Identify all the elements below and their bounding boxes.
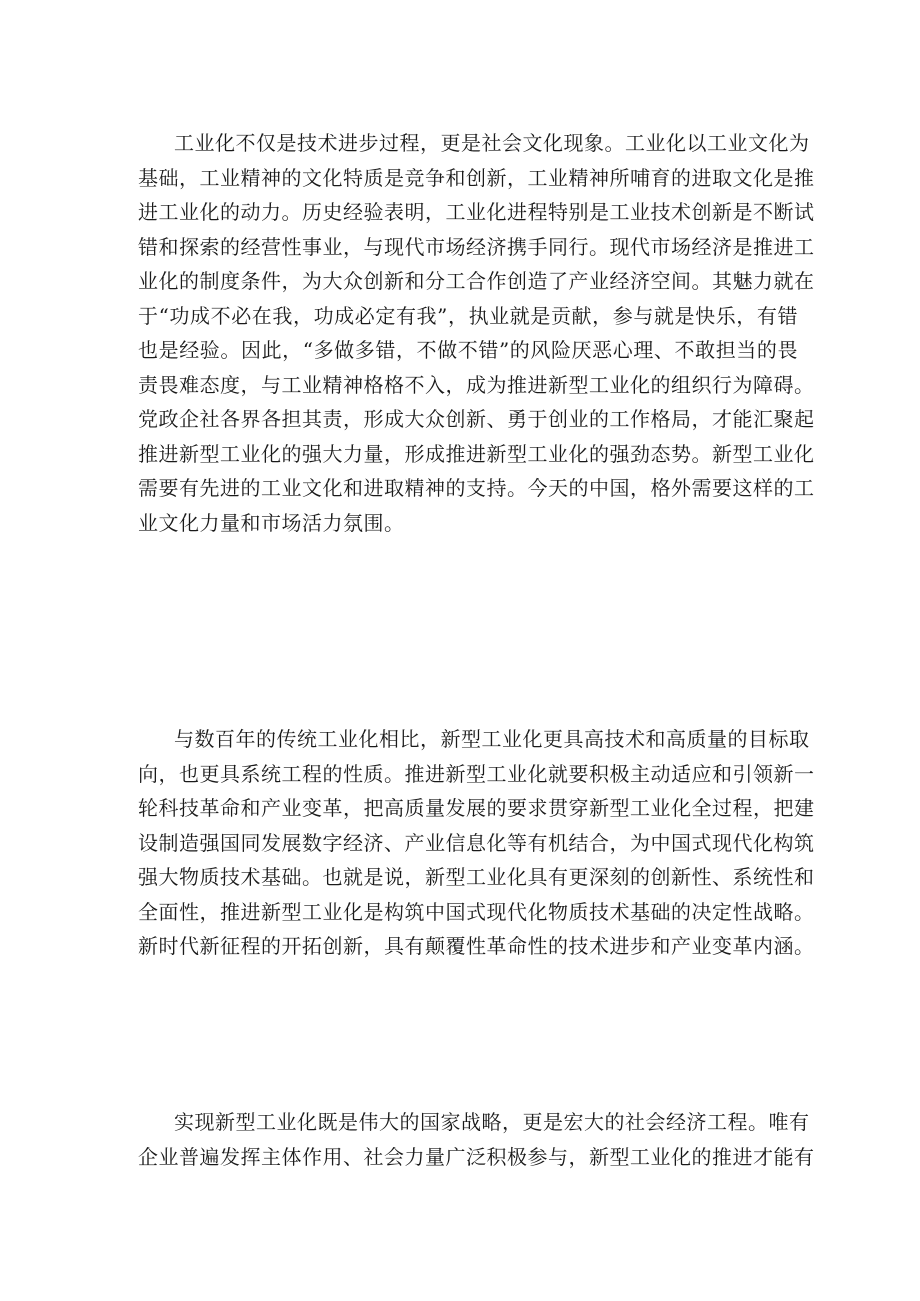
paragraph-line: 企业普遍发挥主体作用、社会力量广泛积极参与，新型工业化的推进才能有 (138, 1144, 815, 1169)
paragraph-line: 推进新型工业化的强大力量，形成推进新型工业化的强劲态势。新型工业化 (138, 441, 815, 466)
paragraph-line: 责畏难态度，与工业精神格格不入，成为推进新型工业化的组织行为障碍。 (138, 372, 815, 397)
paragraph-2 (138, 722, 815, 964)
paragraph-line: 设制造强国同发展数字经济、产业信息化等有机结合，为中国式现代化构筑 (138, 830, 815, 855)
paragraph-line: 基础，工业精神的文化特质是竞争和创新，工业精神所哺育的进取文化是推 (138, 165, 815, 190)
paragraph-line: 于“功成不必在我，功成必定有我”，执业就是贡献，参与就是快乐，有错 (138, 303, 798, 328)
paragraph-line: 进工业化的动力。历史经验表明，工业化进程特别是工业技术创新是不断试 (138, 200, 815, 224)
paragraph-line: 与数百年的传统工业化相比，新型工业化更具高技术和高质量的目标取 (174, 727, 810, 751)
paragraph-line: 也是经验。因此，“多做多错，不做不错”的风险厌恶心理、不敢担当的畏 (138, 338, 798, 362)
paragraph-line: 向，也更具系统工程的性质。推进新型工业化就要积极主动适应和引领新一 (138, 761, 815, 786)
paragraph-line: 全面性，推进新型工业化是构筑中国式现代化物质技术基础的决定性战略。 (138, 899, 815, 924)
paragraph-1 (138, 126, 815, 540)
paragraph-line: 业文化力量和市场活力氛围。 (138, 510, 405, 535)
paragraph-line: 工业化不仅是技术进步过程，更是社会文化现象。工业化以工业文化为 (174, 131, 810, 155)
paragraph-line: 轮科技革命和产业变革，把高质量发展的要求贯穿新型工业化全过程，把建 (138, 796, 815, 820)
paragraph-line: 新时代新征程的开拓创新，具有颠覆性革命性的技术进步和产业变革内涵。 (138, 934, 815, 958)
paragraph-line: 实现新型工业化既是伟大的国家战略，更是宏大的社会经济工程。唯有 (174, 1110, 810, 1134)
paragraph-line: 错和探索的经营性事业，与现代市场经济携手同行。现代市场经济是推进工 (138, 234, 815, 259)
paragraph-line: 强大物质技术基础。也就是说，新型工业化具有更深刻的创新性、系统性和 (138, 865, 815, 889)
paragraph-line: 党政企社各界各担其责，形成大众创新、勇于创业的工作格局，才能汇聚起 (138, 407, 815, 431)
paragraph-line: 需要有先进的工业文化和进取精神的支持。今天的中国，格外需要这样的工 (138, 476, 815, 500)
paragraph-3 (138, 1105, 815, 1174)
paragraph-line: 业化的制度条件，为大众创新和分工合作创造了产业经济空间。其魅力就在 (138, 269, 815, 293)
